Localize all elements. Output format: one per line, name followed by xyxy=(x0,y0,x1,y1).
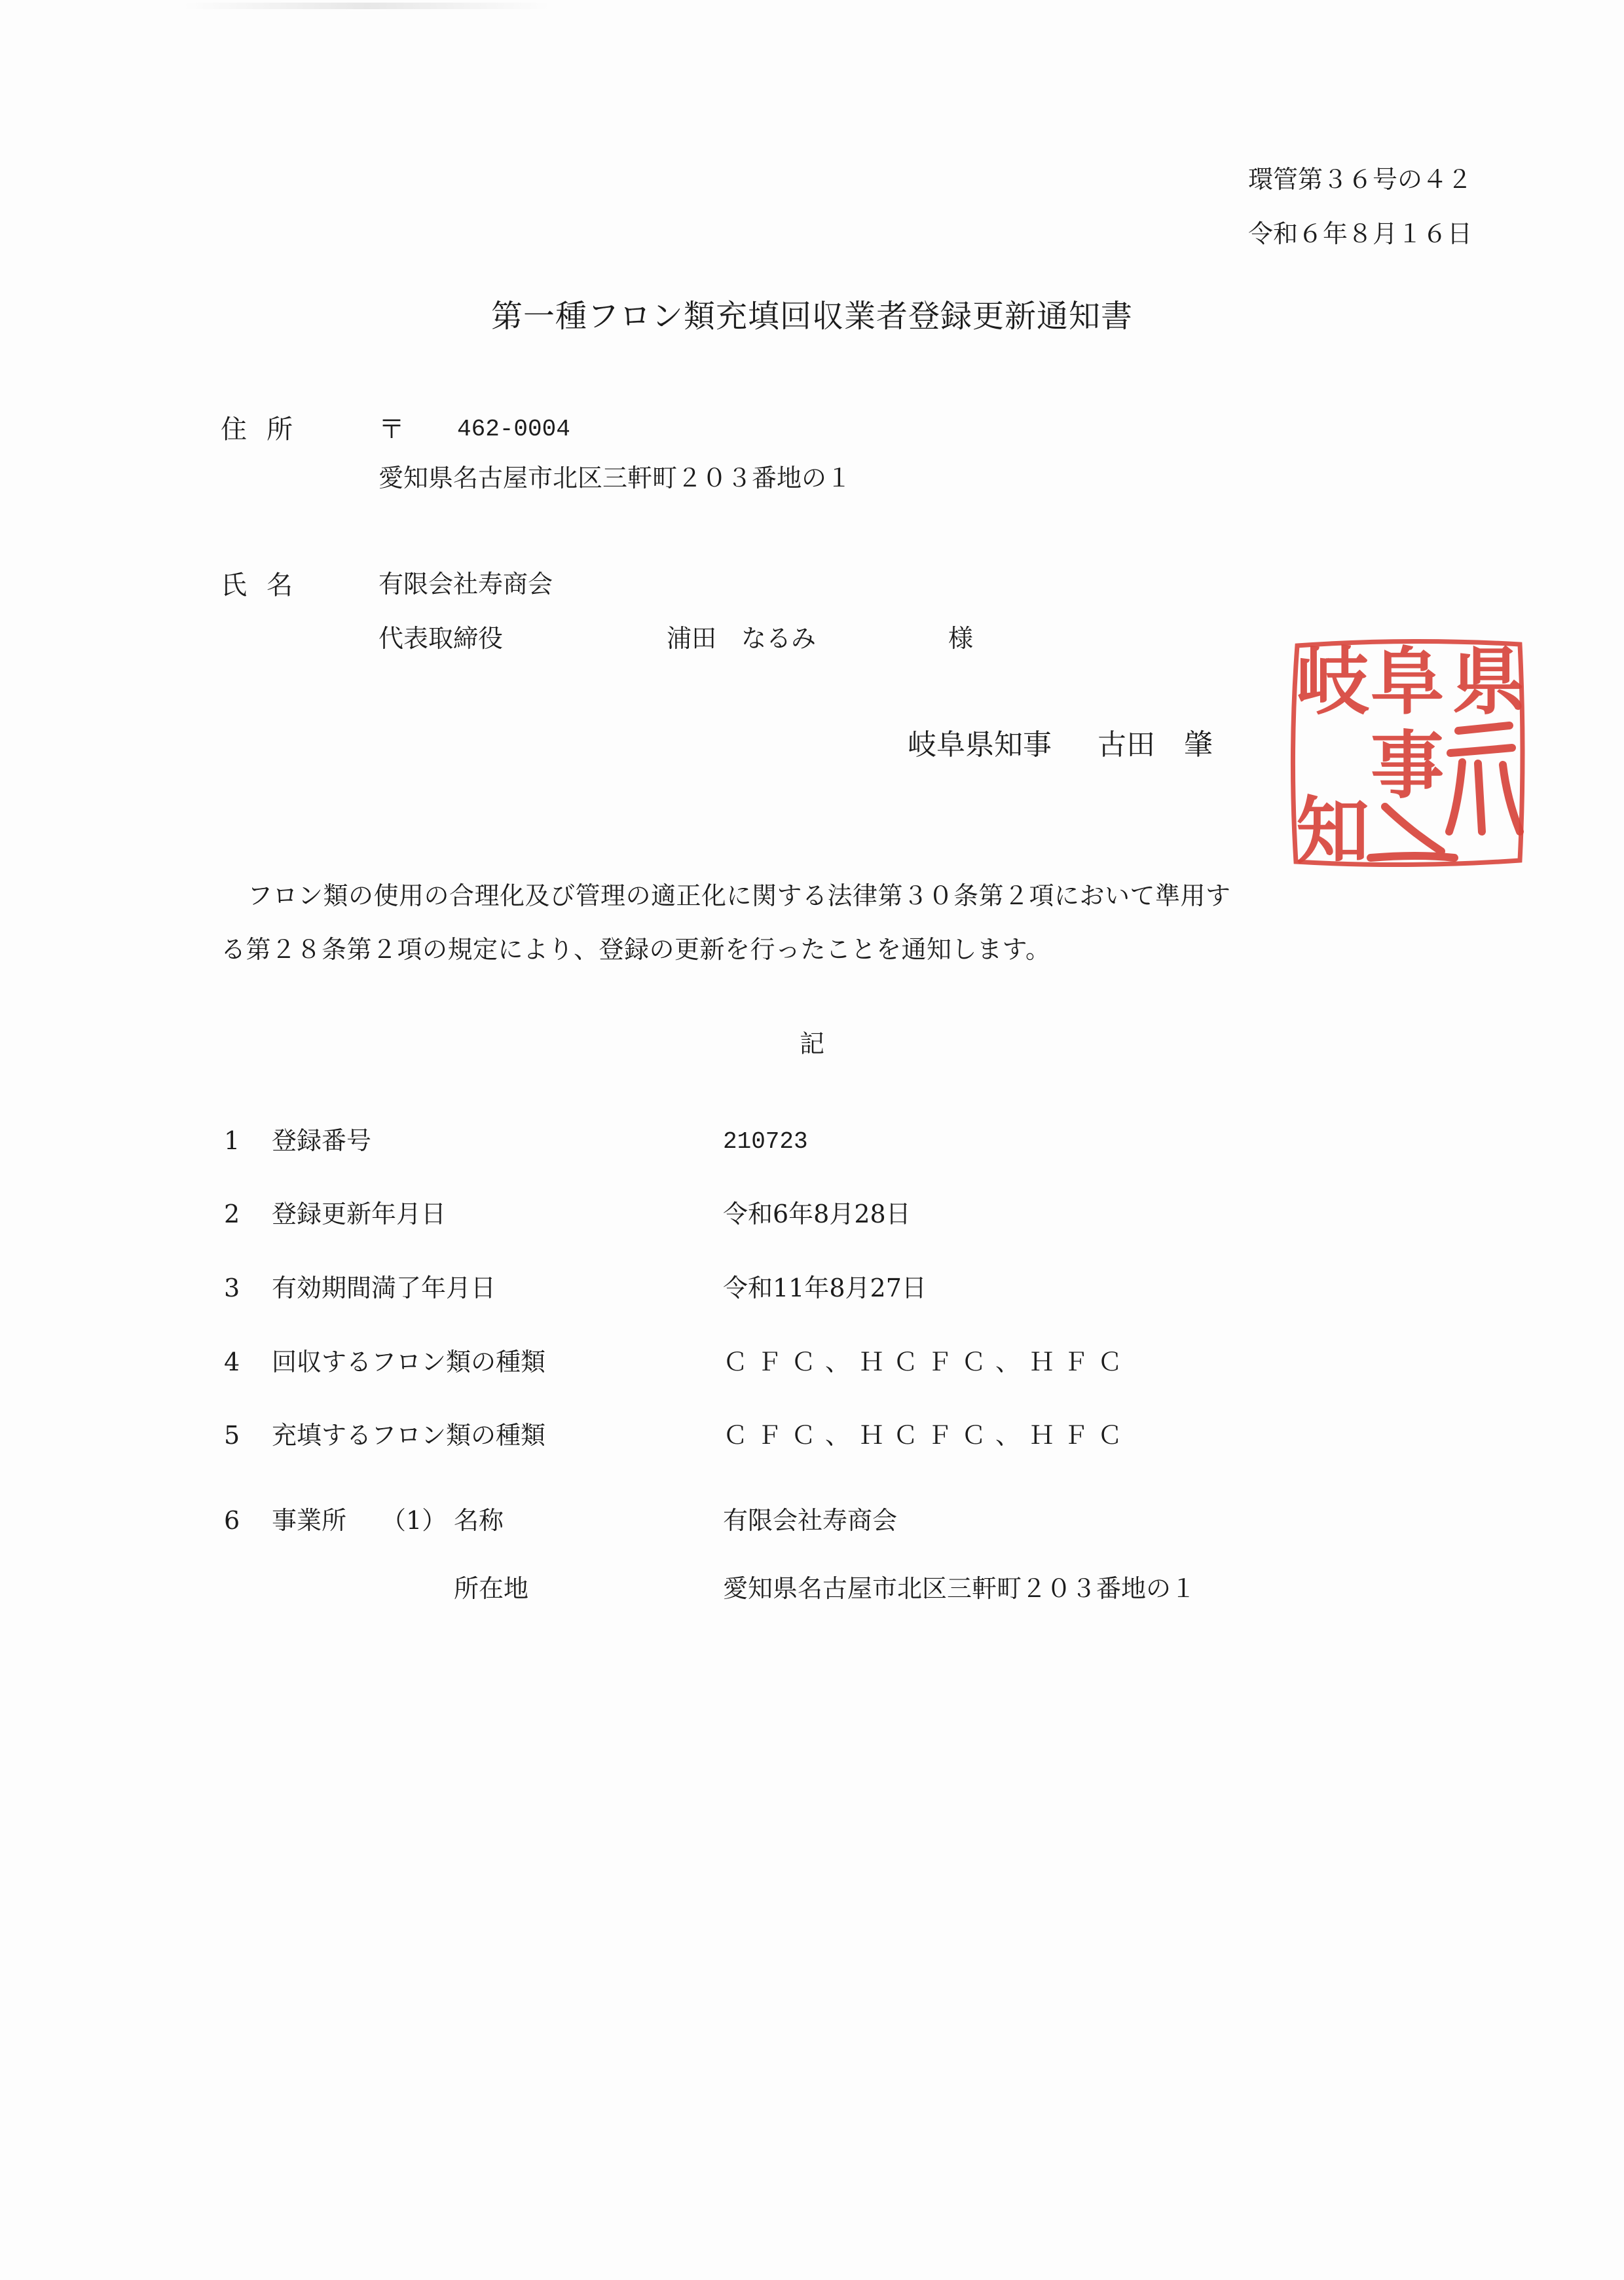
seal-char-1: 県 xyxy=(1452,639,1525,725)
representative-title: 代表取締役 xyxy=(378,624,504,653)
issuer-name: 古田 肇 xyxy=(1098,728,1213,762)
official-seal xyxy=(1287,635,1529,871)
seal-char-5: 知 xyxy=(1296,788,1369,871)
item-2-label: 登録更新年月日 xyxy=(272,1200,447,1228)
item-3-number: 3 xyxy=(224,1274,240,1302)
ki-heading: 記 xyxy=(799,1029,824,1058)
issuer xyxy=(908,728,1213,763)
item-6-sub-number: （1） xyxy=(381,1506,447,1535)
item-6-label: 事業所 xyxy=(272,1506,347,1535)
document-title: 第一種フロン類充填回収業者登録更新通知書 xyxy=(490,298,1133,335)
item-1-number: 1 xyxy=(224,1126,240,1155)
postal-code: 462-0004 xyxy=(457,416,570,443)
issue-date: 令和６年８月１６日 xyxy=(1247,219,1472,248)
reference-number: 環管第３６号の４２ xyxy=(1247,165,1472,194)
item-3-value: 令和11年8月27日 xyxy=(723,1274,927,1302)
item-3-label: 有効期間満了年月日 xyxy=(272,1274,496,1302)
item-5-value: ＣＦＣ、ＨＣＦＣ、ＨＦＣ xyxy=(723,1421,1132,1450)
body-line-1: フロン類の使用の合理化及び管理の適正化に関する法律第３０条第２項において準用す xyxy=(248,881,1231,910)
item-1-label: 登録番号 xyxy=(272,1126,372,1155)
item-4-label: 回収するフロン類の種類 xyxy=(272,1348,546,1376)
seal-char-2: 阜 xyxy=(1371,639,1444,725)
item-1-value: 210723 xyxy=(723,1128,808,1155)
address-label: 住所 xyxy=(221,414,312,445)
seal-char-3: 岐 xyxy=(1296,639,1369,725)
postal-mark: 〒 xyxy=(378,414,405,445)
seal-char-4: 事 xyxy=(1371,723,1444,809)
item-5-label: 充填するフロン類の種類 xyxy=(272,1421,546,1450)
seal-char-7 xyxy=(1371,807,1454,858)
honorific: 様 xyxy=(948,624,974,653)
body-line-2: る第２８条第２項の規定により、登録の更新を行ったことを通知します。 xyxy=(221,935,1051,964)
recipient-company: 有限会社寿商会 xyxy=(378,570,553,598)
scan-edge-shadow xyxy=(183,3,550,9)
item-6-number: 6 xyxy=(224,1506,240,1535)
item-4-value: ＣＦＣ、ＨＣＦＣ、ＨＦＣ xyxy=(723,1348,1132,1376)
name-label: 氏名 xyxy=(221,570,312,600)
item-6-location-value: 愛知県名古屋市北区三軒町２０３番地の１ xyxy=(723,1574,1196,1603)
item-2-number: 2 xyxy=(224,1200,240,1228)
representative-name: 浦田 なるみ xyxy=(667,624,817,653)
item-6-value: 有限会社寿商会 xyxy=(723,1506,898,1535)
item-6-location-label: 所在地 xyxy=(454,1574,529,1603)
issuer-title: 岐阜県知事 xyxy=(908,728,1052,762)
recipient-address: 愛知県名古屋市北区三軒町２０３番地の１ xyxy=(378,464,852,492)
item-4-number: 4 xyxy=(224,1348,240,1376)
seal-char-6 xyxy=(1449,726,1520,832)
item-5-number: 5 xyxy=(224,1421,240,1450)
item-2-value: 令和6年8月28日 xyxy=(723,1200,911,1228)
item-6-name-label: 名称 xyxy=(454,1506,504,1535)
